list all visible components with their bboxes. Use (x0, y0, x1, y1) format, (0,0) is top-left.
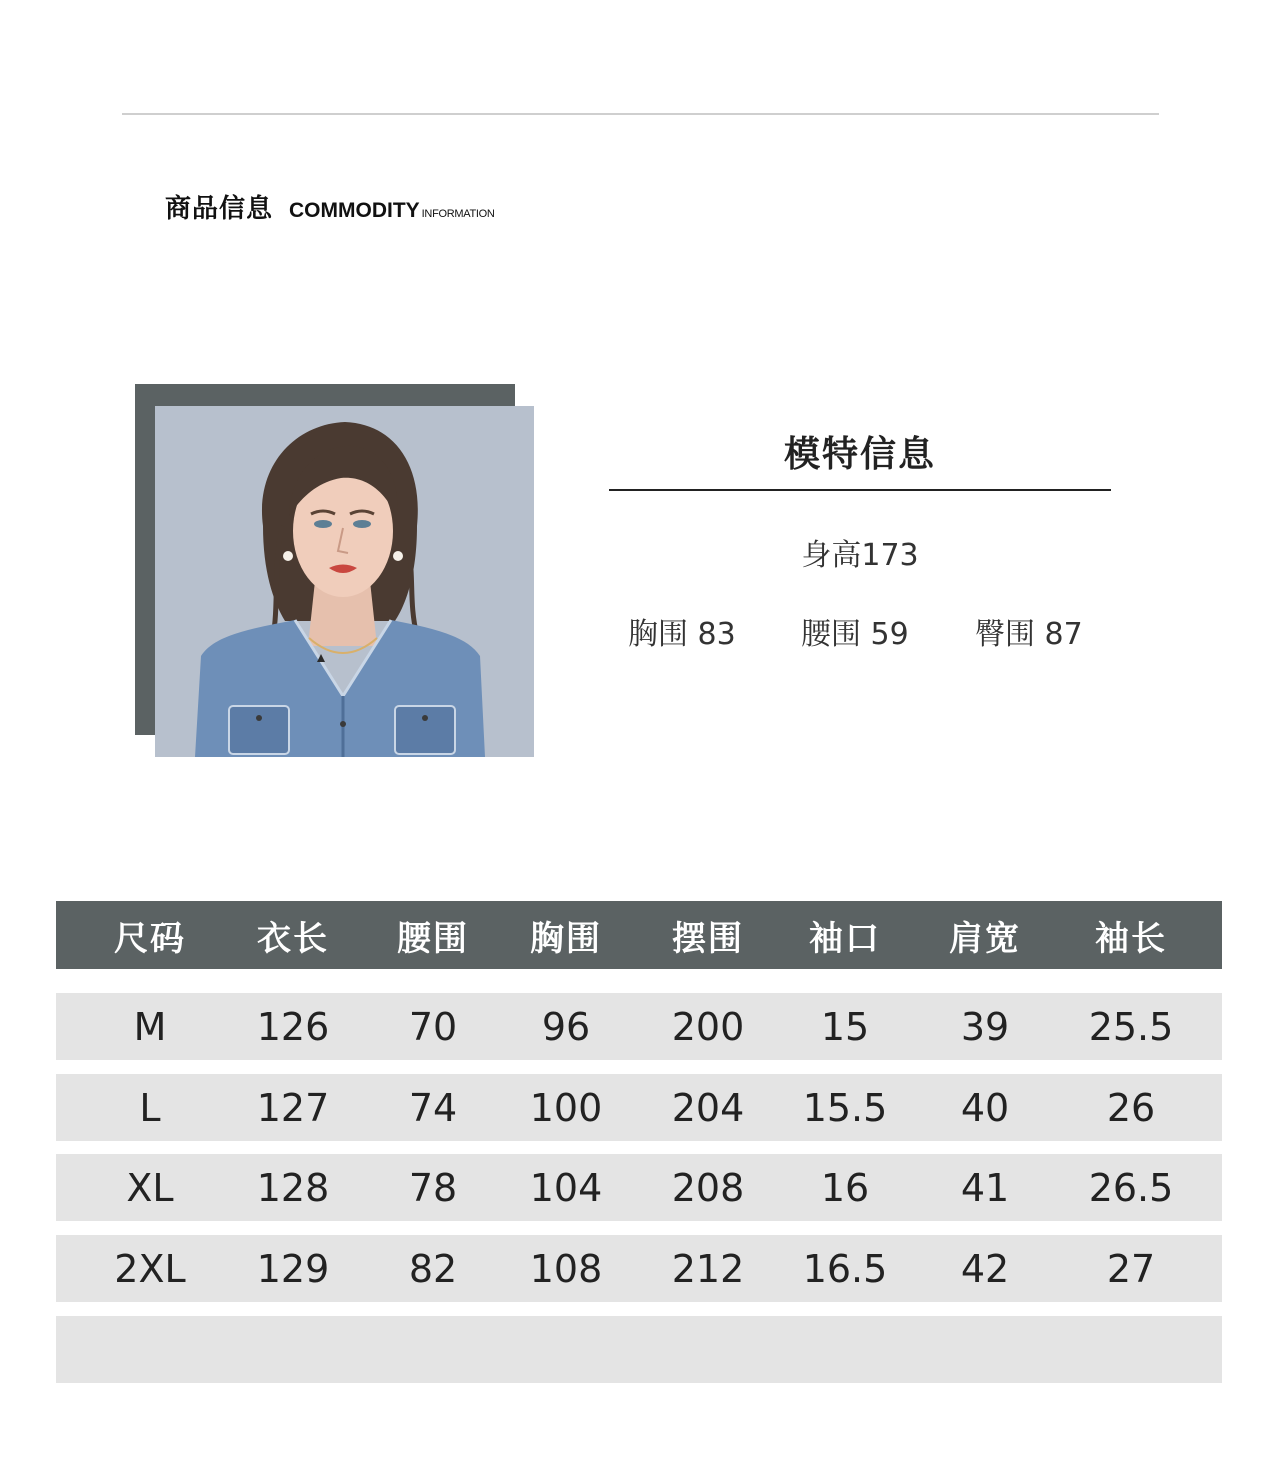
heading-english: COMMODITY (289, 199, 420, 222)
table-cell: 26.5 (1088, 1165, 1174, 1210)
table-cell: L (139, 1085, 161, 1130)
table-cell: 26 (1106, 1085, 1156, 1130)
table-cell (80, 1316, 220, 1383)
model-bust: 胸围 83 (628, 617, 736, 652)
header-cell-hem: 摆围 (672, 918, 744, 959)
table-cell: 15.5 (802, 1085, 888, 1130)
header-cell-cuff: 袖口 (809, 918, 881, 959)
model-measurements (609, 609, 1111, 653)
header-cell-sleeve: 袖长 (1095, 918, 1167, 959)
table-cell: 27 (1106, 1246, 1156, 1291)
table-cell: 82 (408, 1246, 458, 1291)
table-cell: 40 (960, 1085, 1010, 1130)
table-cell: 100 (529, 1085, 603, 1130)
table-header-row (56, 901, 1222, 969)
section-heading (165, 188, 495, 224)
table-cell: 204 (671, 1085, 745, 1130)
table-row (56, 1154, 1222, 1221)
table-cell: 16.5 (802, 1246, 888, 1291)
table-cell (223, 1316, 363, 1383)
model-info-divider (609, 489, 1111, 491)
table-row-empty (56, 1316, 1222, 1383)
heading-chinese: 商品信息 (165, 194, 274, 224)
header-cell-length: 衣长 (257, 918, 329, 959)
model-height: 身高173 (801, 538, 919, 573)
table-cell: 74 (408, 1085, 458, 1130)
table-row (56, 1074, 1222, 1141)
table-cell: 212 (671, 1246, 745, 1291)
table-cell (496, 1316, 636, 1383)
table-cell (638, 1316, 778, 1383)
table-cell: 41 (960, 1165, 1010, 1210)
heading-english-small: INFORMATION (421, 208, 495, 220)
table-cell: 129 (256, 1246, 330, 1291)
table-row (56, 1235, 1222, 1302)
table-cell: M (133, 1004, 167, 1049)
table-cell (1061, 1316, 1201, 1383)
header-cell-shoulder: 肩宽 (949, 918, 1021, 959)
table-row (56, 993, 1222, 1060)
table-cell: 16 (820, 1165, 870, 1210)
table-cell: 70 (408, 1004, 458, 1049)
model-waist: 腰围 59 (801, 617, 909, 652)
header-cell-size: 尺码 (114, 918, 186, 959)
table-cell: 96 (541, 1004, 591, 1049)
table-cell (775, 1316, 915, 1383)
top-divider (122, 113, 1159, 115)
table-cell: 104 (529, 1165, 603, 1210)
table-cell: XL (126, 1165, 174, 1210)
model-portrait-illustration (155, 406, 534, 757)
table-cell: 42 (960, 1246, 1010, 1291)
table-cell: 2XL (114, 1246, 186, 1291)
table-cell: 200 (671, 1004, 745, 1049)
table-cell: 108 (529, 1246, 603, 1291)
table-cell: 78 (408, 1165, 458, 1210)
table-cell: 39 (960, 1004, 1010, 1049)
model-hip: 臀围 87 (975, 617, 1083, 652)
table-cell: 127 (256, 1085, 330, 1130)
table-cell: 25.5 (1088, 1004, 1174, 1049)
model-photo (155, 406, 534, 757)
table-cell (363, 1316, 503, 1383)
table-cell: 128 (256, 1165, 330, 1210)
header-cell-bust: 胸围 (530, 918, 602, 959)
header-cell-waist: 腰围 (397, 918, 469, 959)
model-info-title: 模特信息 (783, 434, 936, 475)
table-cell (915, 1316, 1055, 1383)
table-cell: 126 (256, 1004, 330, 1049)
table-cell: 208 (671, 1165, 745, 1210)
table-cell: 15 (820, 1004, 870, 1049)
